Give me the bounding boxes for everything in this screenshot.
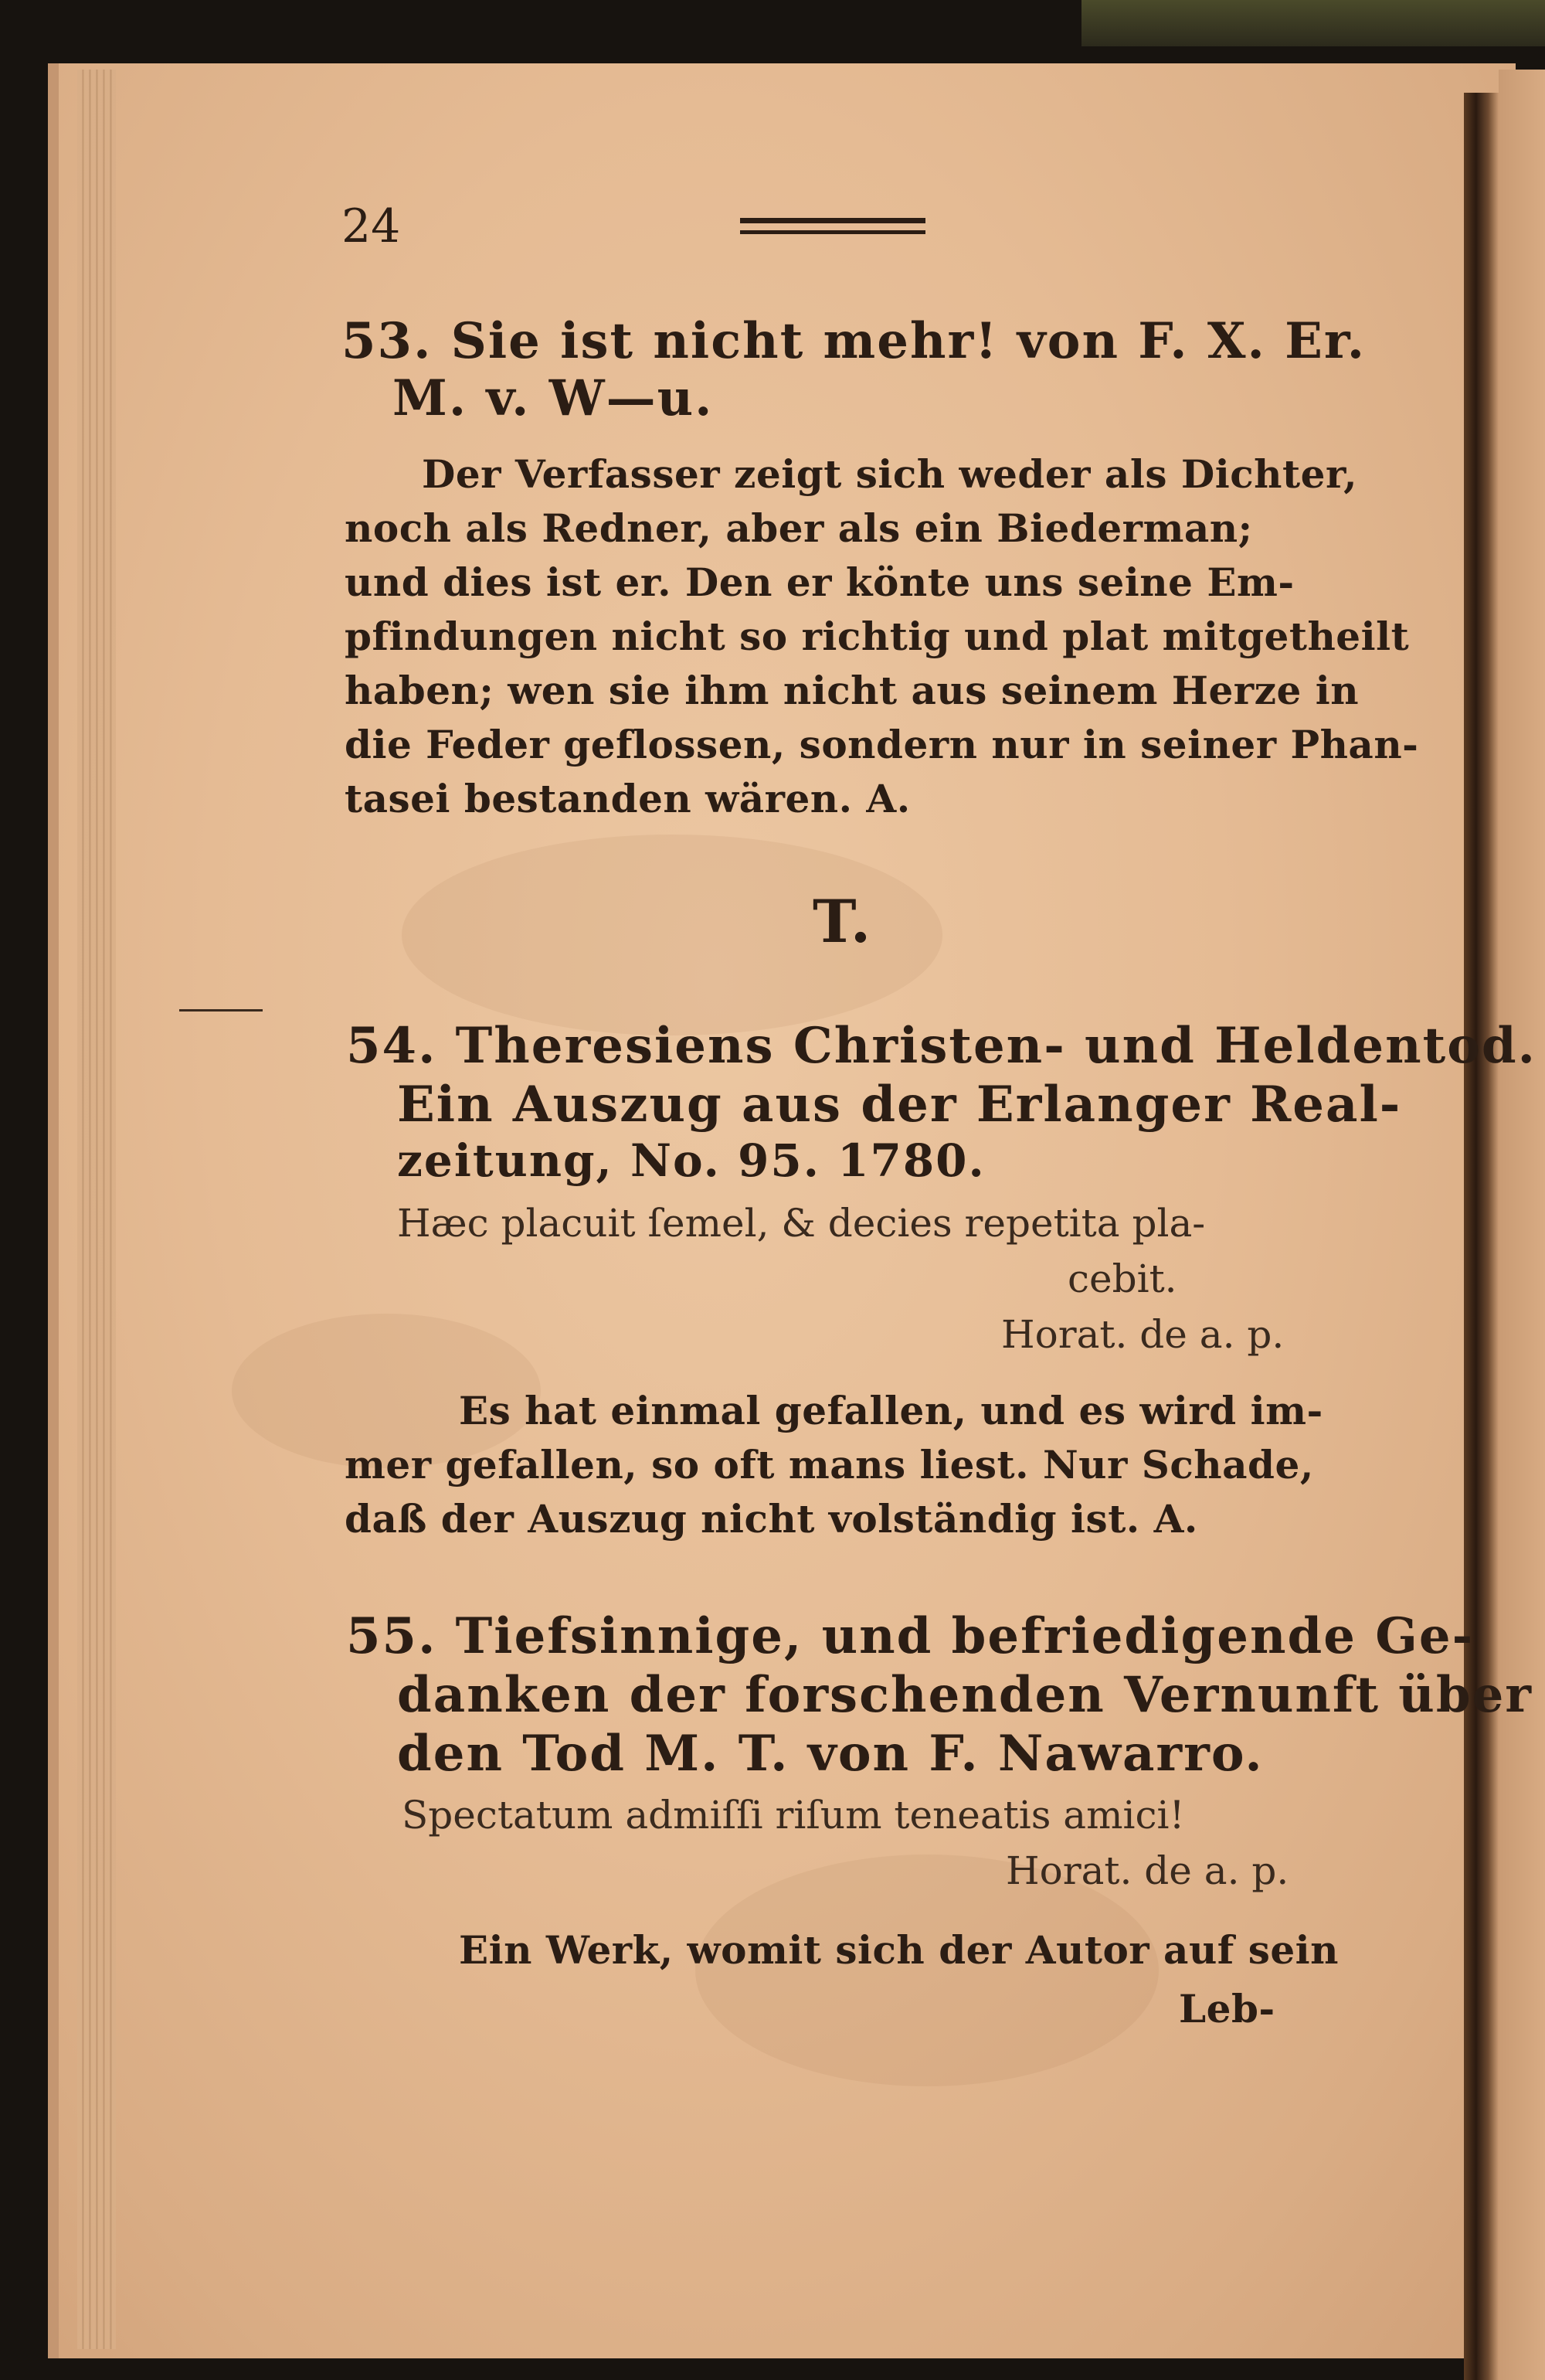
entry-55-motto-source: Horat. de a. p. [1006, 1848, 1289, 1893]
entry-54-motto: cebit. [1068, 1256, 1177, 1301]
entry-54-motto: Hæc placuit ſemel, & decies repetita pla- [397, 1201, 1206, 1246]
entry-55-heading: 55. Tiefsinnige, und befriedigende Ge- [346, 1607, 1475, 1665]
entry-55-body-line: Ein Werk, womit sich der Autor auf sein [459, 1927, 1340, 1973]
facing-page-edge [1499, 70, 1545, 2380]
entry-53-body-line: haben; wen sie ihm nicht aus seinem Herze in [345, 668, 1360, 713]
entry-54-body-line: mer gefallen, so oft mans liest. Nur Schade, [345, 1442, 1314, 1488]
entry-53-heading: 53. Sie ist nicht mehr! von F. X. Er. [341, 312, 1366, 370]
header-rule [740, 230, 925, 234]
page-number: 24 [341, 199, 401, 253]
entry-53-body-line: Der Verfasser zeigt sich weder als Dichter, [422, 451, 1358, 497]
entry-54-motto-source: Horat. de a. p. [1001, 1312, 1285, 1357]
section-letter: T. [813, 887, 873, 956]
entry-55-heading: den Tod M. T. von F. Nawarro. [397, 1725, 1264, 1783]
header-rule [740, 218, 925, 223]
entry-54-body-line: Es hat einmal gefallen, und es wird im- [459, 1388, 1323, 1433]
page-edges [77, 70, 116, 2349]
entry-54-body-line: daß der Auszug nicht volständig ist. A. [345, 1496, 1198, 1542]
entry-55-motto: Spectatum admiſſi riſum teneatis amici! [402, 1793, 1185, 1838]
scan-background-corner [1082, 0, 1545, 46]
entry-53-body-line: noch als Redner, aber als ein Biederman; [345, 505, 1253, 551]
entry-53-heading: M. v. W—u. [392, 369, 714, 427]
book-gutter [1464, 93, 1499, 2380]
entry-54-heading: zeitung, No. 95. 1780. [397, 1134, 986, 1187]
entry-54-heading: 54. Theresiens Christen- und Heldentod. [346, 1017, 1537, 1075]
entry-55-heading: danken der forschenden Vernunft über [397, 1666, 1533, 1724]
entry-54-heading: Ein Auszug aus der Erlanger Real- [397, 1076, 1402, 1134]
entry-53-body-line: tasei bestanden wären. A. [345, 776, 911, 821]
entry-53-body-line: pfindungen nicht so richtig und plat mitgetheilt [345, 614, 1410, 659]
entry-55-catchword: Leb- [1179, 1986, 1275, 2032]
entry-53-body-line: die Feder geflossen, sondern nur in seiner Phan- [345, 722, 1419, 767]
margin-mark [179, 1009, 263, 1012]
entry-53-body-line: und dies ist er. Den er könte uns seine Em- [345, 559, 1295, 605]
